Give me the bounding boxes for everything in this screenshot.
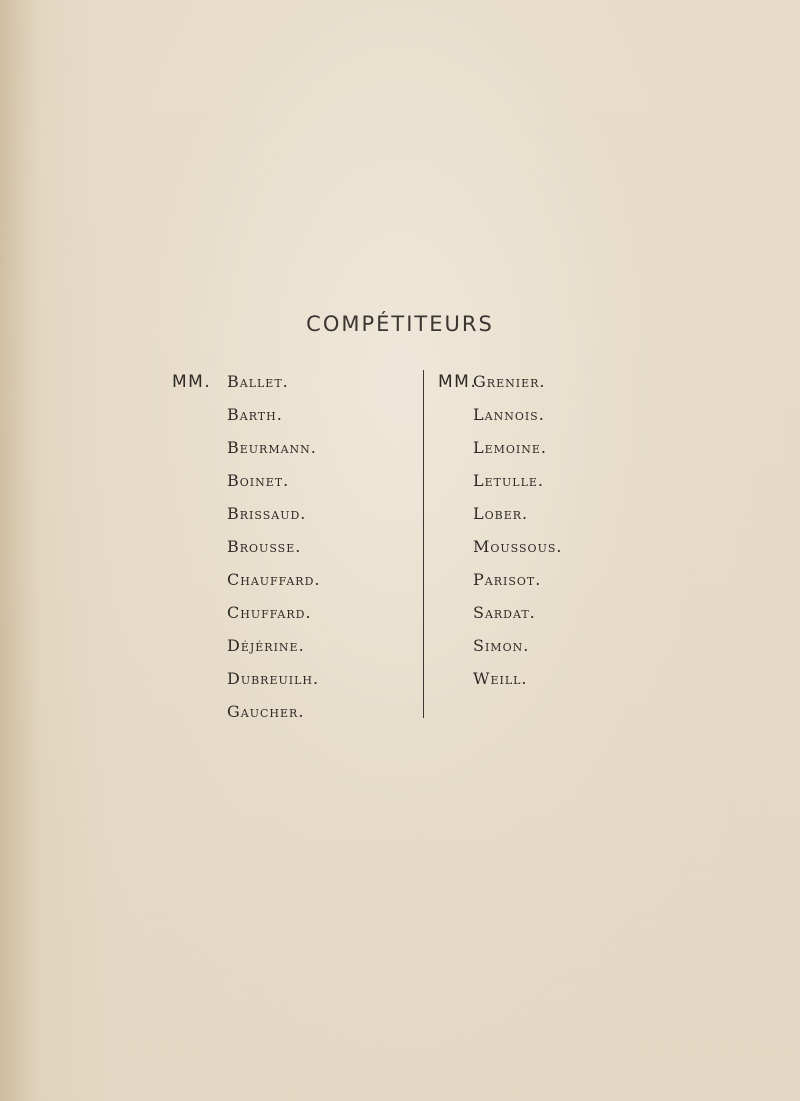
competitor-name: Beurmann. bbox=[227, 438, 317, 457]
list-item bbox=[172, 667, 321, 700]
competitor-name: Grenier. bbox=[473, 372, 546, 391]
competitor-name: Letulle. bbox=[473, 471, 544, 490]
list-item bbox=[438, 436, 562, 469]
list-item bbox=[172, 403, 321, 436]
right-name-column bbox=[438, 370, 562, 700]
competitor-name: Lannois. bbox=[473, 405, 545, 424]
list-item bbox=[172, 502, 321, 535]
competitor-name: Moussous. bbox=[473, 537, 563, 556]
column-divider bbox=[423, 370, 424, 718]
list-item bbox=[438, 535, 562, 568]
page-heading: COMPÉTITEURS bbox=[306, 312, 494, 336]
list-item bbox=[172, 535, 321, 568]
competitor-name: Brousse. bbox=[227, 537, 302, 556]
competitor-name: Parisot. bbox=[473, 570, 542, 589]
competitor-name: Sardat. bbox=[473, 603, 536, 622]
competitor-name: Lemoine. bbox=[473, 438, 548, 457]
list-item bbox=[438, 634, 562, 667]
competitor-name: Weill. bbox=[473, 669, 528, 688]
competitor-name: Chuffard. bbox=[227, 603, 312, 622]
competitor-name: Dubreuilh. bbox=[227, 669, 320, 688]
competitor-name: Déjérine. bbox=[227, 636, 305, 655]
list-item bbox=[438, 502, 562, 535]
list-item bbox=[438, 568, 562, 601]
honorific-prefix: MM. bbox=[172, 372, 212, 392]
list-item bbox=[172, 700, 321, 733]
list-item bbox=[438, 469, 562, 502]
competitor-name: Ballet. bbox=[227, 372, 289, 391]
list-item bbox=[172, 469, 321, 502]
list-item bbox=[172, 634, 321, 667]
list-item bbox=[172, 601, 321, 634]
competitor-name: Barth. bbox=[227, 405, 283, 424]
competitor-name: Brissaud. bbox=[227, 504, 307, 523]
competitor-name: Lober. bbox=[473, 504, 529, 523]
list-item bbox=[438, 370, 562, 403]
competitor-name: Chauffard. bbox=[227, 570, 321, 589]
list-item bbox=[172, 436, 321, 469]
competitor-name: Simon. bbox=[473, 636, 530, 655]
list-item bbox=[438, 403, 562, 436]
competitor-name: Gaucher. bbox=[227, 702, 305, 721]
honorific-prefix: MM. bbox=[438, 372, 478, 392]
competitor-name: Boinet. bbox=[227, 471, 290, 490]
list-item bbox=[172, 568, 321, 601]
list-item bbox=[172, 370, 321, 403]
list-item bbox=[438, 667, 562, 700]
left-name-column bbox=[172, 370, 321, 733]
list-item bbox=[438, 601, 562, 634]
